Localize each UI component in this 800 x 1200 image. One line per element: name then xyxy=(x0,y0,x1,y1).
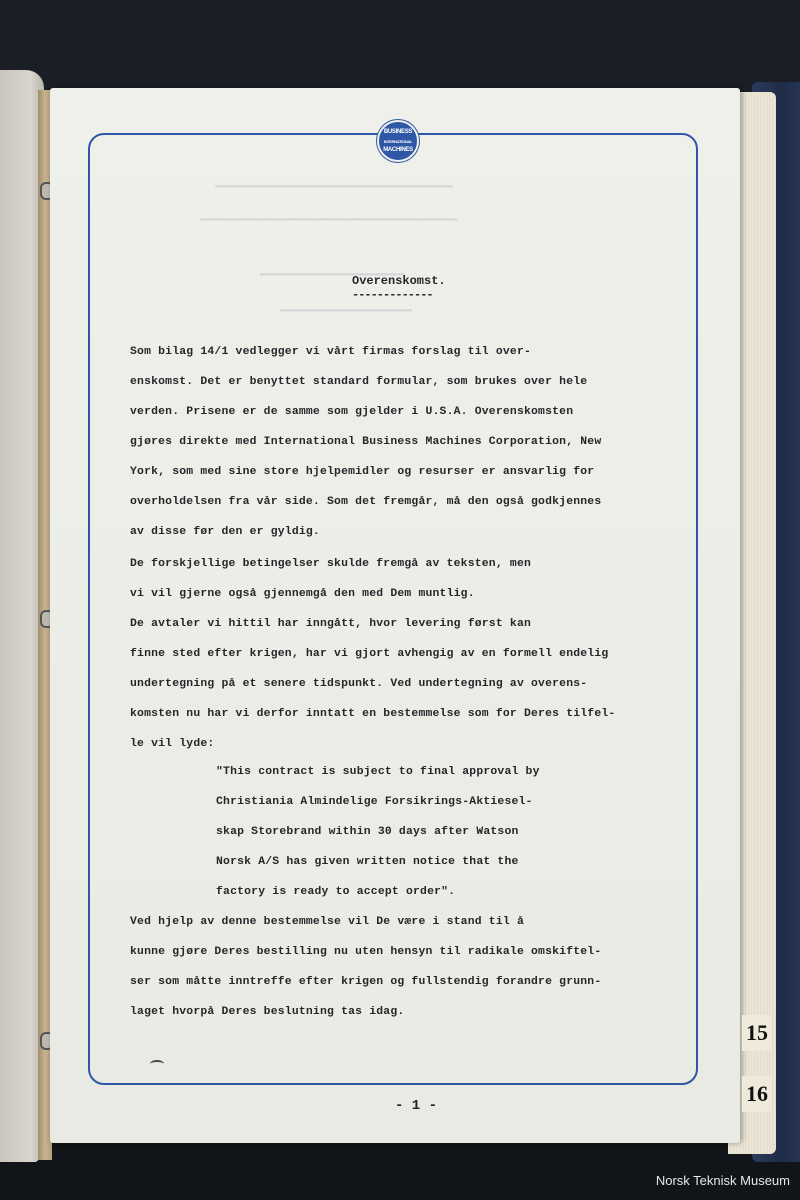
text-line: De forskjellige betingelser skulde fremgå av teksten, men xyxy=(130,558,532,570)
margin-mark xyxy=(150,1060,164,1068)
text-line: verden. Prisene er de samme som gjelder i U.S.A. Overenskomsten xyxy=(130,406,574,418)
document-title: Overenskomst. xyxy=(352,274,446,288)
background-top xyxy=(0,0,800,95)
credit-bar xyxy=(0,1162,800,1200)
text-line: le vil lyde: xyxy=(130,738,215,750)
text-line: av disse før den er gyldig. xyxy=(130,526,320,538)
bleed-through-text: ▬▬▬▬▬▬▬▬▬▬▬▬▬▬▬▬▬▬▬▬▬▬ xyxy=(260,268,406,280)
text-line: Som bilag 14/1 vedlegger vi vårt firmas forslag til over- xyxy=(130,346,532,358)
text-line: undertegning på et senere tidspunkt. Ved undertegning av overens- xyxy=(130,678,588,690)
text-line: enskomst. Det er benyttet standard formular, som brukes over hele xyxy=(130,376,588,388)
page-number: - 1 - xyxy=(395,1098,438,1114)
quote-line: Norsk A/S has given written notice that the xyxy=(216,856,519,868)
quote-line: factory is ready to accept order". xyxy=(216,886,456,898)
credit-text: Norsk Teknisk Museum xyxy=(655,1173,790,1188)
text-line: komsten nu har vi derfor inntatt en bestemmelse som for Deres tilfel- xyxy=(130,708,616,720)
text-line: York, som med sine store hjelpemidler og resurser er ansvarlig for xyxy=(130,466,595,478)
bleed-through-text: ▬▬▬▬▬▬▬▬▬▬▬▬▬▬▬▬▬▬▬▬ xyxy=(280,304,413,316)
text-line: finne sted efter krigen, har vi gjort avhengig av en formell endelig xyxy=(130,648,609,660)
text-line: kunne gjøre Deres bestilling nu uten hensyn til radikale omskiftel- xyxy=(130,946,602,958)
text-line: Ved hjelp av denne bestemmelse vil De være i stand til å xyxy=(130,916,524,928)
text-line: overholdelsen fra vår side. Som det fremgår, må den også godkjennes xyxy=(130,496,602,508)
index-tab-16[interactable]: 16 xyxy=(742,1076,772,1112)
bleed-through-text: ▬▬▬▬▬▬▬▬▬▬▬▬▬▬▬▬▬▬▬▬▬▬▬▬▬▬▬▬▬▬▬▬▬▬▬▬▬▬▬ xyxy=(200,213,458,225)
title-underline: ------------- xyxy=(352,288,433,302)
index-tab-15[interactable]: 15 xyxy=(742,1015,772,1051)
text-line: De avtaler vi hittil har inngått, hvor levering først kan xyxy=(130,618,532,630)
quote-line: Christiania Almindelige Forsikrings-Aktiesel- xyxy=(216,796,533,808)
document-page xyxy=(50,88,740,1143)
text-line: vi vil gjerne også gjennemgå den med Dem muntlig. xyxy=(130,588,475,600)
text-line: laget hvorpå Deres beslutning tas idag. xyxy=(130,1006,405,1018)
quote-line: "This contract is subject to final approval by xyxy=(216,766,540,778)
bleed-through-text: ▬▬▬▬▬▬▬▬▬▬▬▬▬▬▬▬▬▬▬▬▬▬▬▬▬▬▬▬▬▬▬▬▬▬▬▬ xyxy=(215,180,453,192)
text-line: gjøres direkte med International Business Machines Corporation, New xyxy=(130,436,602,448)
quote-line: skap Storebrand within 30 days after Watson xyxy=(216,826,519,838)
ibm-logo-icon: BUSINESS INTERNATIONAL MACHINES xyxy=(377,120,419,162)
text-line: ser som måtte inntreffe efter krigen og fullstendig forandre grunn- xyxy=(130,976,602,988)
